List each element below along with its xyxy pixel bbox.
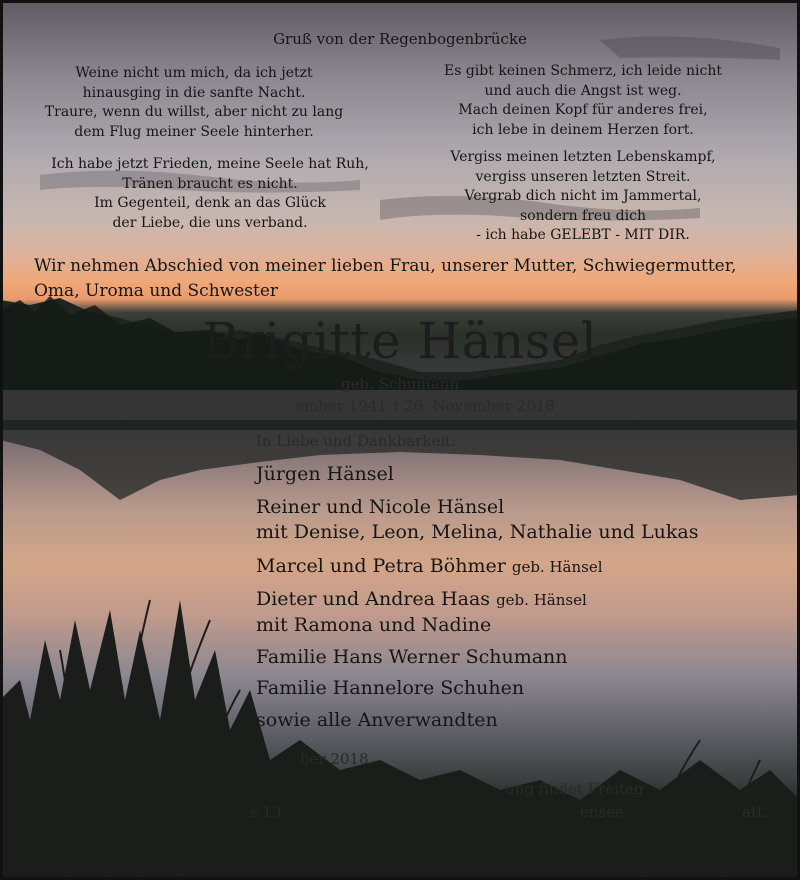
signature-intro: In Liebe und Dankbarkeit: bbox=[256, 432, 457, 450]
poem-line: Mach deinen Kopf für anderes frei, bbox=[458, 102, 708, 118]
reeds-foreground bbox=[0, 600, 800, 880]
poem-line: Ich habe jetzt Frieden, meine Seele hat Ruh, bbox=[51, 156, 369, 172]
poem-stanza-3 bbox=[393, 62, 773, 140]
footer-line: s 13 bbox=[250, 803, 282, 821]
footer-line: att. bbox=[742, 803, 768, 821]
family-line: Dieter und Andrea Haas geb. Hänsel bbox=[256, 588, 587, 610]
family-note: geb. Hänsel bbox=[496, 591, 587, 609]
family-line: mit Denise, Leon, Melina, Nathalie und Lukas bbox=[256, 521, 699, 543]
poem-line: vergiss unseren letzten Streit. bbox=[475, 168, 691, 185]
family-line: Reiner und Nicole Hänsel bbox=[256, 496, 505, 518]
poem-stanza-2 bbox=[20, 155, 400, 233]
footer-line: ensee bbox=[580, 803, 624, 821]
footer-line: ung findet Freitag bbox=[505, 780, 644, 798]
deceased-name: Brigitte Hänsel bbox=[202, 312, 598, 370]
poem-line: dem Flug meiner Seele hinterher. bbox=[74, 123, 314, 140]
farewell-intro: Wir nehmen Abschied von meiner lieben Frau, unserer Mutter, Schwiegermutter, Oma, Uroma und Schwester bbox=[34, 256, 737, 301]
family-line: Familie Hans Werner Schumann bbox=[256, 646, 568, 668]
family-line: Marcel und Petra Böhmer geb. Hänsel bbox=[256, 555, 603, 577]
cloud-streak bbox=[600, 36, 780, 60]
family-line: sowie alle Anverwandten bbox=[256, 709, 498, 731]
poem-line: Vergrab dich nicht im Jammertal, bbox=[464, 188, 702, 204]
poem-line: Tränen braucht es nicht. bbox=[122, 175, 298, 192]
birth-name: geb. Schumann bbox=[340, 375, 460, 393]
poem-stanza-1 bbox=[4, 64, 384, 142]
poem-line: ich lebe in deinem Herzen fort. bbox=[472, 121, 694, 138]
family-note: geb. Hänsel bbox=[511, 558, 603, 576]
poem-line: der Liebe, die uns verband. bbox=[112, 214, 308, 231]
footer-date: ber 2018 bbox=[300, 750, 369, 768]
family-line: Jürgen Hänsel bbox=[256, 463, 394, 485]
poem-line: hinausging in die sanfte Nacht. bbox=[82, 84, 306, 101]
life-dates: ember 1941 † 26. November 2018 bbox=[295, 397, 555, 415]
family-line: mit Ramona und Nadine bbox=[256, 614, 492, 636]
poem-line: Es gibt keinen Schmerz, ich leide nicht bbox=[443, 63, 723, 79]
poem-line: sondern freu dich bbox=[520, 207, 646, 224]
poem-line: Im Gegenteil, denk an das Glück bbox=[94, 195, 326, 211]
poem-line: - ich habe GELEBT - MIT DIR. bbox=[476, 227, 690, 243]
poem-line: Weine nicht um mich, da ich jetzt bbox=[75, 65, 313, 81]
poem-line: und auch die Angst ist weg. bbox=[484, 82, 682, 99]
poem-title: Gruß von der Regenbogenbrücke bbox=[273, 30, 527, 48]
poem-line: Vergiss meinen letzten Lebenskampf, bbox=[450, 149, 716, 165]
poem-stanza-4 bbox=[393, 148, 773, 246]
poem-line: Traure, wenn du willst, aber nicht zu lang bbox=[44, 104, 344, 120]
family-line: Familie Hannelore Schuhen bbox=[256, 677, 525, 699]
